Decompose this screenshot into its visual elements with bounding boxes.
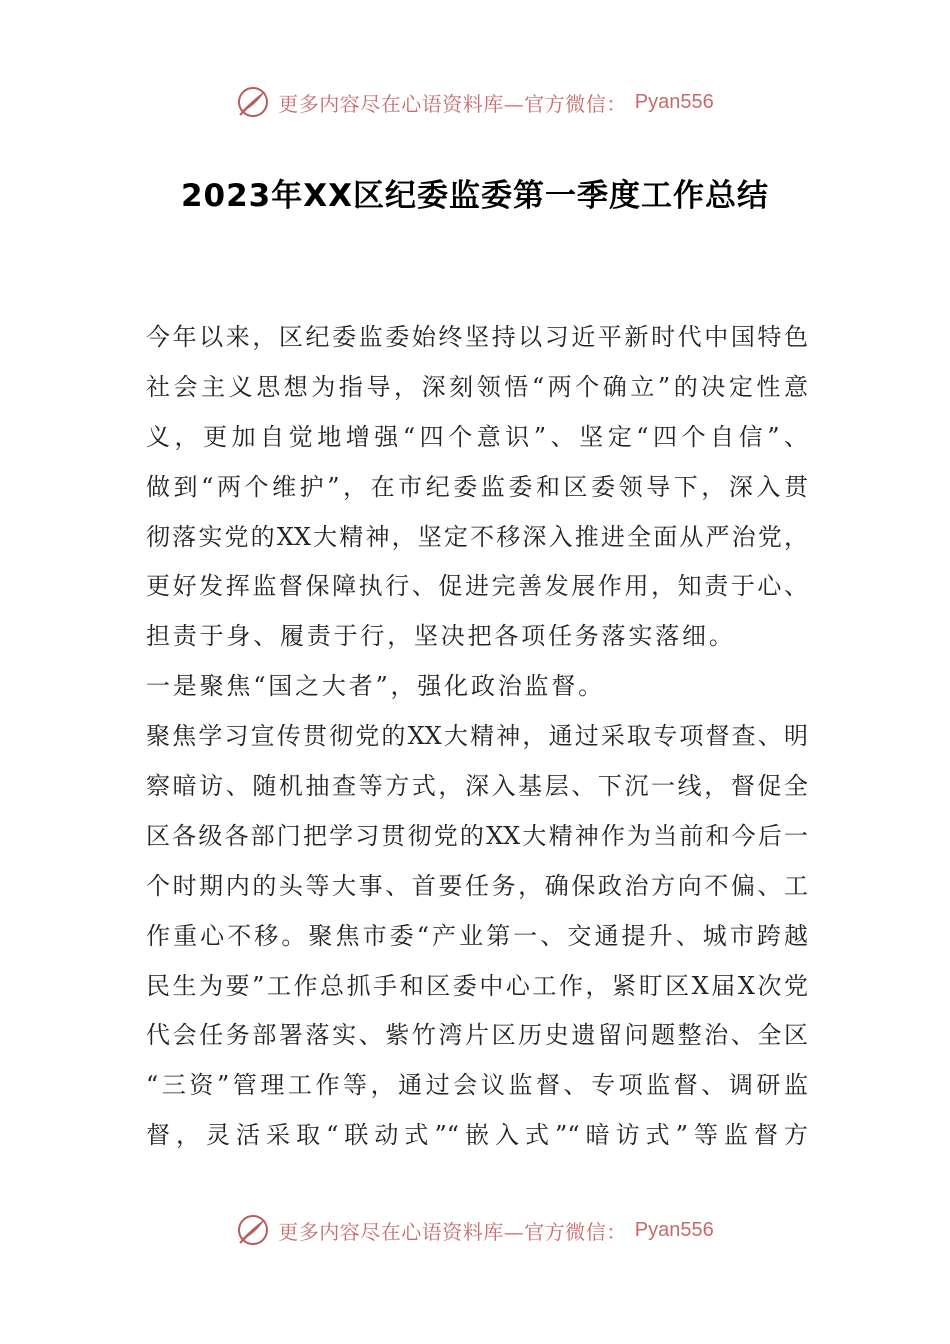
document-title: 2023年XX区纪委监委第一季度工作总结 xyxy=(180,178,770,214)
body-line: 聚焦学习宣传贯彻党的XX大精神，通过采取专项督查、明 xyxy=(146,722,808,751)
body-line: 察暗访、随机抽查等方式，深入基层、下沉一线，督促全 xyxy=(146,772,808,801)
body-line: 担责于身、履责于行，坚决把各项任务落实落细。 xyxy=(146,622,736,651)
body-line: 作重心不移。聚焦市委“产业第一、交通提升、城市跨越 xyxy=(146,921,808,950)
watermark-text: 更多内容尽在心语资料库—官方微信： xyxy=(278,1219,627,1244)
document-body xyxy=(146,313,808,1161)
body-line: 做到“两个维护”，在市纪委监委和区委领导下，深入贯 xyxy=(146,472,808,501)
body-line: 民生为要”工作总抓手和区委中心工作，紧盯区X届X次党 xyxy=(146,971,808,1000)
quill-logo-icon xyxy=(236,1213,270,1247)
body-line: 个时期内的头等大事、首要任务，确保政治方向不偏、工 xyxy=(146,871,808,900)
watermark-banner-bottom xyxy=(0,1210,950,1250)
watermark-id: Pyan556 xyxy=(634,90,714,113)
quill-logo-icon xyxy=(236,85,270,119)
watermark-id: Pyan556 xyxy=(634,1218,714,1241)
body-line: “三资”管理工作等，通过会议监督、专项监督、调研监 xyxy=(146,1071,808,1100)
watermark-banner-top xyxy=(0,82,950,122)
body-line: 社会主义思想为指导，深刻领悟“两个确立”的决定性意 xyxy=(146,372,808,401)
body-line: 义，更加自觉地增强“四个意识”、坚定“四个自信”、 xyxy=(146,422,808,451)
body-line: 代会任务部署落实、紫竹湾片区历史遗留问题整治、全区 xyxy=(146,1021,808,1050)
body-line: 督，灵活采取“联动式”“嵌入式”“暗访式”等监督方 xyxy=(146,1121,808,1150)
body-line: 区各级各部门把学习贯彻党的XX大精神作为当前和今后一 xyxy=(146,821,808,850)
body-line: 更好发挥监督保障执行、促进完善发展作用，知责于心、 xyxy=(146,572,808,601)
body-line: 今年以来，区纪委监委始终坚持以习近平新时代中国特色 xyxy=(146,323,808,351)
watermark-text: 更多内容尽在心语资料库—官方微信： xyxy=(278,91,627,116)
body-line: 彻落实党的XX大精神，坚定不移深入推进全面从严治党， xyxy=(146,522,808,551)
section-heading: 一是聚焦“国之大者”，强化政治监督。 xyxy=(146,672,605,701)
